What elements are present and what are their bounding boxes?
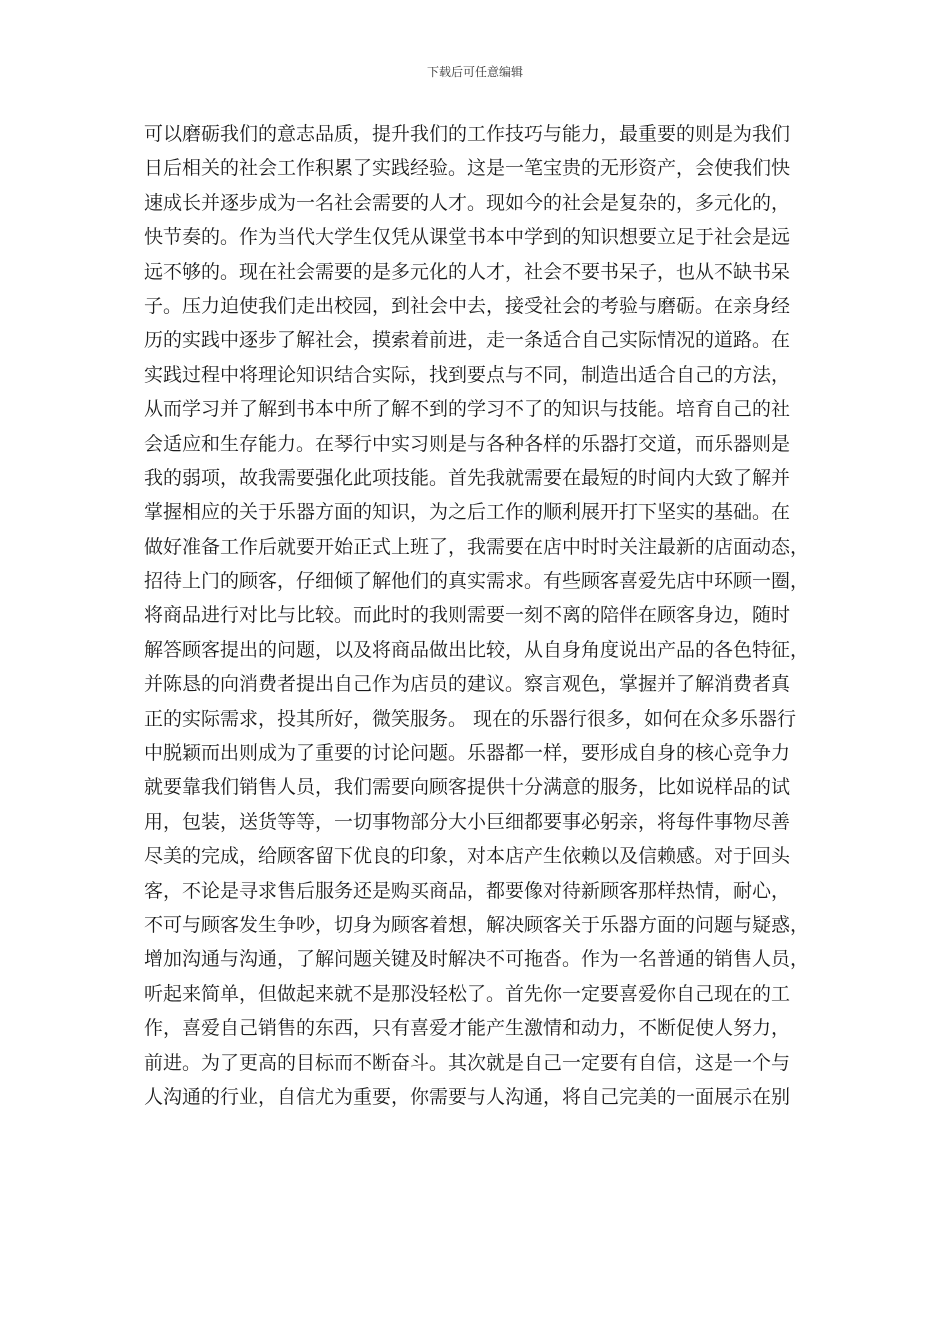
body-text <box>144 117 814 1114</box>
text-line: 不可与顾客发生争吵，切身为顾客着想，解决顾客关于乐器方面的问题与疑惑， <box>144 913 810 936</box>
text-line: 实践过程中将理论知识结合实际，找到要点与不同，制造出适合自己的方法， <box>144 363 791 386</box>
text-line: 将商品进行对比与比较。而此时的我则需要一刻不离的陪伴在顾客身边，随时 <box>144 604 791 627</box>
text-line: 做好准备工作后就要开始正式上班了，我需要在店中时时关注最新的店面动态， <box>144 535 810 558</box>
text-line: 日后相关的社会工作积累了实践经验。这是一笔宝贵的无形资产，会使我们快 <box>144 157 791 180</box>
text-line: 作，喜爱自己销售的东西，只有喜爱才能产生激情和动力，不断促使人努力， <box>144 1017 791 1040</box>
text-line: 用，包装，送货等等，一切事物部分大小巨细都要事必躬亲，将每件事物尽善 <box>144 810 791 833</box>
text-line: 尽美的完成，给顾客留下优良的印象，对本店产生依赖以及信赖感。对于回头 <box>144 845 791 868</box>
page-header: 下载后可任意编辑 <box>426 65 523 79</box>
text-line: 我的弱项，故我需要强化此项技能。首先我就需要在最短的时间内大致了解并 <box>144 466 791 489</box>
text-line: 子。压力迫使我们走出校园，到社会中去，接受社会的考验与磨砺。在亲身经 <box>144 294 791 317</box>
text-line: 中脱颖而出则成为了重要的讨论问题。乐器都一样，要形成自身的核心竞争力 <box>144 742 791 765</box>
text-line: 增加沟通与沟通，了解问题关键及时解决不可拖沓。作为一名普通的销售人员， <box>144 948 810 971</box>
text-line: 并陈恳的向消费者提出自己作为店员的建议。察言观色，掌握并了解消费者真 <box>144 673 791 696</box>
text-line: 可以磨砺我们的意志品质，提升我们的工作技巧与能力，最重要的则是为我们 <box>144 123 791 145</box>
text-line: 历的实践中逐步了解社会，摸索着前进，走一条适合自己实际情况的道路。在 <box>144 329 791 352</box>
text-line: 人沟通的行业，自信尤为重要，你需要与人沟通，将自己完美的一面展示在别 <box>144 1085 791 1108</box>
text-line: 就要靠我们销售人员，我们需要向顾客提供十分满意的服务，比如说样品的试 <box>144 776 791 799</box>
text-line: 远不够的。现在社会需要的是多元化的人才，社会不要书呆子，也从不缺书呆 <box>144 260 791 283</box>
text-line: 解答顾客提出的问题，以及将商品做出比较，从自身角度说出产品的各色特征， <box>144 638 810 661</box>
text-line: 招待上门的顾客，仔细倾了解他们的真实需求。有些顾客喜爱先店中环顾一圈， <box>144 570 810 593</box>
text-line: 正的实际需求，投其所好，微笑服务。 现在的乐器行很多，如何在众多乐器行 <box>144 707 797 730</box>
text-line: 会适应和生存能力。在琴行中实习则是与各种各样的乐器打交道，而乐器则是 <box>144 432 791 455</box>
text-line: 快节奏的。作为当代大学生仅凭从课堂书本中学到的知识想要立足于社会是远 <box>144 226 791 249</box>
text-line: 速成长并逐步成为一名社会需要的人才。现如今的社会是复杂的，多元化的， <box>144 191 791 214</box>
text-line: 听起来简单，但做起来就不是那没轻松了。首先你一定要喜爱你自己现在的工 <box>144 982 791 1005</box>
text-line: 客，不论是寻求售后服务还是购买商品，都要像对待新顾客那样热情，耐心， <box>144 879 791 902</box>
text-line: 前进。为了更高的目标而不断奋斗。其次就是自己一定要有自信，这是一个与 <box>144 1051 791 1074</box>
text-line: 掌握相应的关于乐器方面的知识，为之后工作的顺利展开打下坚实的基础。在 <box>144 501 791 524</box>
text-line: 从而学习并了解到书本中所了解不到的学习不了的知识与技能。培育自己的社 <box>144 398 791 421</box>
